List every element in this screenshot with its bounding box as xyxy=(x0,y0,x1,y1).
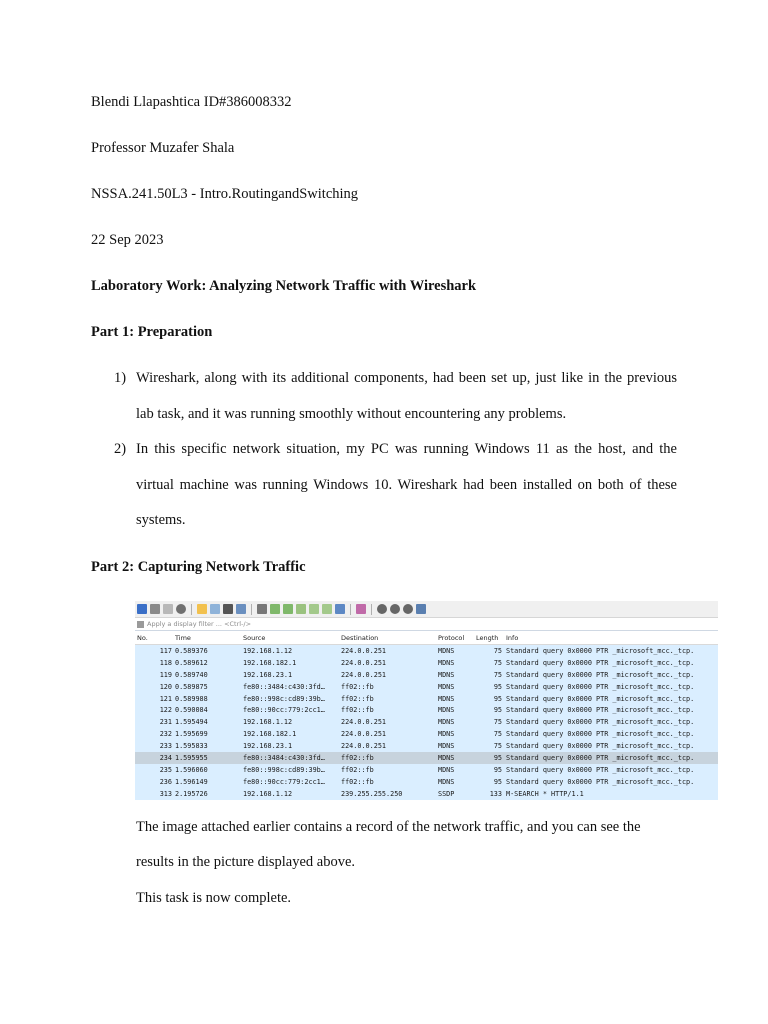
display-filter-placeholder: Apply a display filter ... <Ctrl-/> xyxy=(147,620,252,628)
packet-time: 1.596060 xyxy=(175,765,208,774)
packet-source: 192.168.1.12 xyxy=(243,718,293,727)
date-line: 22 Sep 2023 xyxy=(91,232,164,248)
toolbar-divider xyxy=(191,604,192,615)
completion-note: This task is now complete. xyxy=(136,890,292,906)
packet-time: 0.590084 xyxy=(175,706,208,715)
packet-no: 120 xyxy=(159,682,172,691)
packet-time: 1.595494 xyxy=(175,718,208,727)
packet-destination: 224.0.0.251 xyxy=(341,730,387,739)
packet-length: 75 xyxy=(493,646,502,655)
packet-info: Standard query 0x0000 PTR _microsoft_mcc._tcp. xyxy=(506,742,695,751)
column-header-time: Time xyxy=(175,633,191,642)
packet-source: 192.168.23.1 xyxy=(243,742,293,751)
options-icon xyxy=(176,604,186,614)
packet-source: 192.168.182.1 xyxy=(243,730,297,739)
course-line: NSSA.241.50L3 - Intro.RoutingandSwitching xyxy=(91,186,359,202)
packet-length: 133 xyxy=(489,789,502,798)
packet-no: 232 xyxy=(159,730,172,739)
packet-row[interactable] xyxy=(135,752,718,764)
list-item-text: In this specific network situation, my PC was running Windows 11 as the host, and the virtual machine was running Windows 10. Wireshark had been installed on both of these systems. xyxy=(136,441,677,528)
display-filter-bar xyxy=(135,618,718,631)
column-header-source: Source xyxy=(243,633,266,642)
list-item-number: 2) xyxy=(114,441,127,457)
packet-time: 0.589740 xyxy=(175,670,208,679)
bookmark-icon xyxy=(137,621,144,628)
packet-time: 0.589875 xyxy=(175,682,208,691)
toolbar-divider xyxy=(350,604,351,615)
packet-row[interactable] xyxy=(135,645,718,657)
packet-info: Standard query 0x0000 PTR _microsoft_mcc._tcp. xyxy=(506,646,695,655)
packet-destination: ff02::fb xyxy=(341,706,374,715)
packet-destination: ff02::fb xyxy=(341,777,374,786)
packet-info: Standard query 0x0000 PTR _microsoft_mcc._tcp. xyxy=(506,658,695,667)
packet-no: 235 xyxy=(159,765,172,774)
packet-no: 122 xyxy=(159,706,172,715)
packet-length: 95 xyxy=(493,706,502,715)
colorize-icon xyxy=(356,604,366,614)
packet-protocol: MDNS xyxy=(438,670,455,679)
packet-destination: 224.0.0.251 xyxy=(341,718,387,727)
list-item xyxy=(114,361,677,432)
resize-columns-icon xyxy=(416,604,426,614)
packet-time: 1.596149 xyxy=(175,777,208,786)
packet-list xyxy=(135,645,718,800)
packet-length: 95 xyxy=(493,777,502,786)
packet-destination: 224.0.0.251 xyxy=(341,742,387,751)
packet-source: fe80::3484:c430:3fd… xyxy=(243,753,325,762)
packet-info: Standard query 0x0000 PTR _microsoft_mcc._tcp. xyxy=(506,718,695,727)
packet-length: 75 xyxy=(493,730,502,739)
save-icon xyxy=(210,604,220,614)
packet-source: fe80::998c:cd89:39b… xyxy=(243,694,325,703)
open-folder-icon xyxy=(197,604,207,614)
packet-info: Standard query 0x0000 PTR _microsoft_mcc._tcp. xyxy=(506,682,695,691)
column-header-length: Length xyxy=(476,633,499,642)
packet-no: 118 xyxy=(159,658,172,667)
shark-fin-icon xyxy=(137,604,147,614)
autoscroll-icon xyxy=(335,604,345,614)
wireshark-screenshot xyxy=(135,601,718,801)
part2-heading: Part 2: Capturing Network Traffic xyxy=(91,559,306,575)
packet-row[interactable] xyxy=(135,764,718,776)
packet-destination: 224.0.0.251 xyxy=(341,670,387,679)
packet-row[interactable] xyxy=(135,716,718,728)
column-header-info: Info xyxy=(506,633,519,642)
restart-icon xyxy=(163,604,173,614)
first-packet-icon xyxy=(309,604,319,614)
packet-destination: ff02::fb xyxy=(341,765,374,774)
packet-source: fe80::3484:c430:3fd… xyxy=(243,682,325,691)
packet-protocol: MDNS xyxy=(438,730,455,739)
packet-info: Standard query 0x0000 PTR _microsoft_mcc._tcp. xyxy=(506,765,695,774)
packet-info: Standard query 0x0000 PTR _microsoft_mcc._tcp. xyxy=(506,706,695,715)
part1-list xyxy=(114,361,677,539)
part1-heading: Part 1: Preparation xyxy=(91,324,213,340)
list-item-text: Wireshark, along with its additional components, had been set up, just like in the previous lab task, and it was running smoothly without encountering any problems. xyxy=(136,370,677,422)
packet-info: Standard query 0x0000 PTR _microsoft_mcc._tcp. xyxy=(506,777,695,786)
packet-protocol: MDNS xyxy=(438,682,455,691)
packet-protocol: MDNS xyxy=(438,658,455,667)
author-line: Blendi Llapashtica ID#386008332 xyxy=(91,94,292,110)
zoom-in-icon xyxy=(377,604,387,614)
go-to-packet-icon xyxy=(296,604,306,614)
column-header-destination: Destination xyxy=(341,633,379,642)
packet-destination: ff02::fb xyxy=(341,694,374,703)
reload-icon xyxy=(236,604,246,614)
column-header-protocol: Protocol xyxy=(438,633,465,642)
packet-time: 2.195726 xyxy=(175,789,208,798)
packet-no: 234 xyxy=(159,753,172,762)
packet-row[interactable] xyxy=(135,728,718,740)
packet-destination: 224.0.0.251 xyxy=(341,646,387,655)
packet-time: 1.595955 xyxy=(175,753,208,762)
document-title: Laboratory Work: Analyzing Network Traffic with Wireshark xyxy=(91,278,477,294)
packet-info: M-SEARCH * HTTP/1.1 xyxy=(506,789,584,798)
packet-row[interactable] xyxy=(135,693,718,705)
packet-info: Standard query 0x0000 PTR _microsoft_mcc._tcp. xyxy=(506,694,695,703)
packet-time: 1.595699 xyxy=(175,730,208,739)
packet-row[interactable] xyxy=(135,740,718,752)
packet-row[interactable] xyxy=(135,669,718,681)
packet-source: 192.168.1.12 xyxy=(243,646,293,655)
packet-source: 192.168.182.1 xyxy=(243,658,297,667)
packet-length: 75 xyxy=(493,718,502,727)
packet-length: 75 xyxy=(493,658,502,667)
packet-row[interactable] xyxy=(135,788,718,800)
packet-no: 121 xyxy=(159,694,172,703)
list-item-number: 1) xyxy=(114,370,127,386)
normal-size-icon xyxy=(403,604,413,614)
find-icon xyxy=(257,604,267,614)
packet-no: 313 xyxy=(159,789,172,798)
packet-no: 119 xyxy=(159,670,172,679)
forward-arrow-icon xyxy=(283,604,293,614)
professor-line: Professor Muzafer Shala xyxy=(91,140,235,156)
packet-protocol: MDNS xyxy=(438,753,455,762)
packet-protocol: MDNS xyxy=(438,646,455,655)
packet-length: 75 xyxy=(493,742,502,751)
packet-info: Standard query 0x0000 PTR _microsoft_mcc._tcp. xyxy=(506,670,695,679)
packet-no: 231 xyxy=(159,718,172,727)
packet-source: 192.168.1.12 xyxy=(243,789,293,798)
packet-length: 95 xyxy=(493,765,502,774)
packet-row[interactable] xyxy=(135,657,718,669)
packet-destination: 239.255.255.250 xyxy=(341,789,403,798)
packet-protocol: MDNS xyxy=(438,718,455,727)
stop-icon xyxy=(150,604,160,614)
packet-source: fe80::90cc:779:2cc1… xyxy=(243,777,325,786)
packet-info: Standard query 0x0000 PTR _microsoft_mcc._tcp. xyxy=(506,753,695,762)
packet-length: 95 xyxy=(493,694,502,703)
packet-source: fe80::90cc:779:2cc1… xyxy=(243,706,325,715)
zoom-out-icon xyxy=(390,604,400,614)
packet-row[interactable] xyxy=(135,776,718,788)
packet-info: Standard query 0x0000 PTR _microsoft_mcc._tcp. xyxy=(506,730,695,739)
packet-source: 192.168.23.1 xyxy=(243,670,293,679)
packet-protocol: MDNS xyxy=(438,777,455,786)
packet-destination: ff02::fb xyxy=(341,753,374,762)
packet-length: 95 xyxy=(493,753,502,762)
close-icon xyxy=(223,604,233,614)
packet-protocol: MDNS xyxy=(438,765,455,774)
packet-row[interactable] xyxy=(135,704,718,716)
toolbar-divider xyxy=(371,604,372,615)
packet-row[interactable] xyxy=(135,681,718,693)
packet-source: fe80::998c:cd89:39b… xyxy=(243,765,325,774)
part2-paragraph: The image attached earlier contains a record of the network traffic, and you can see the xyxy=(136,819,641,835)
packet-length: 95 xyxy=(493,682,502,691)
packet-time: 0.589988 xyxy=(175,694,208,703)
packet-protocol: MDNS xyxy=(438,706,455,715)
part2-paragraph-continued: results in the picture displayed above. xyxy=(136,854,356,870)
column-header-no: No. xyxy=(137,633,148,642)
back-arrow-icon xyxy=(270,604,280,614)
packet-no: 236 xyxy=(159,777,172,786)
packet-time: 0.589612 xyxy=(175,658,208,667)
packet-no: 233 xyxy=(159,742,172,751)
packet-protocol: MDNS xyxy=(438,694,455,703)
packet-destination: 224.0.0.251 xyxy=(341,658,387,667)
packet-no: 117 xyxy=(159,646,172,655)
wireshark-toolbar xyxy=(135,601,718,618)
packet-list-header xyxy=(135,631,718,645)
toolbar-divider xyxy=(251,604,252,615)
packet-protocol: MDNS xyxy=(438,742,455,751)
packet-destination: ff02::fb xyxy=(341,682,374,691)
packet-length: 75 xyxy=(493,670,502,679)
packet-time: 1.595833 xyxy=(175,742,208,751)
packet-time: 0.589376 xyxy=(175,646,208,655)
packet-protocol: SSDP xyxy=(438,789,455,798)
last-packet-icon xyxy=(322,604,332,614)
list-item xyxy=(114,432,677,539)
